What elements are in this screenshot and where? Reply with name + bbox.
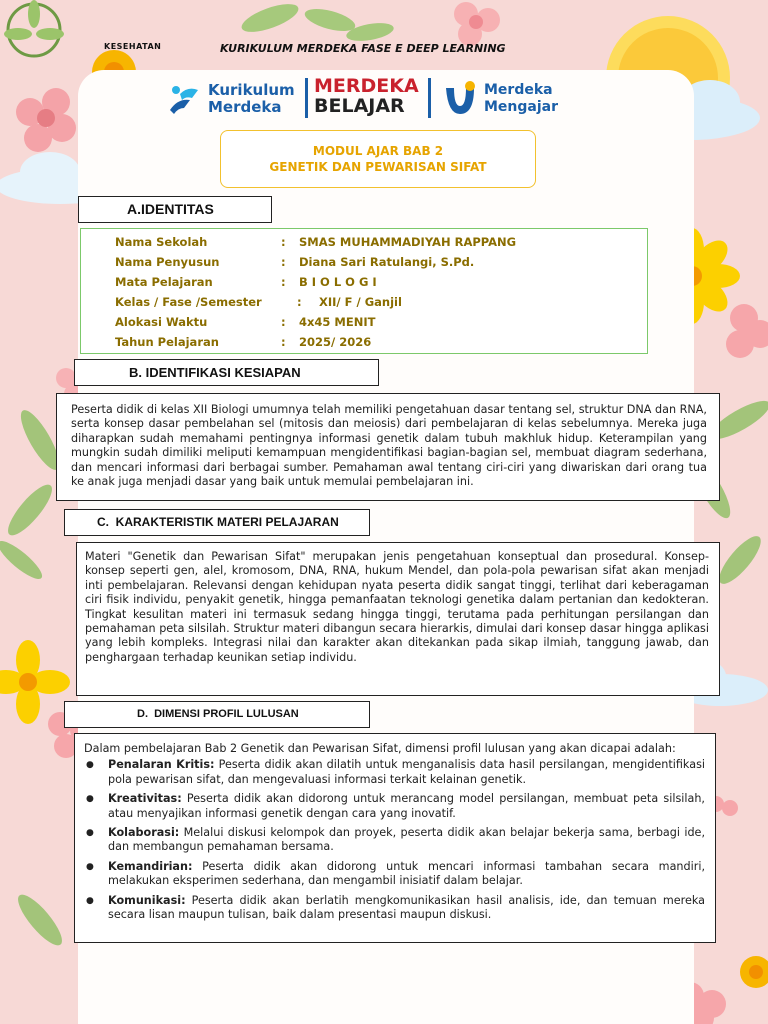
- identity-table: [80, 228, 648, 354]
- identity-colon: :: [281, 255, 286, 269]
- list-item-text: Peserta didik akan didorong untuk mencari informasi tambahan secara mandiri, melakukan eksperimen sederhana, dan mengambil inisiatif dalam belajar.: [108, 859, 705, 888]
- identity-label: Alokasi Waktu: [115, 315, 208, 329]
- kurikulum-merdeka-logo: [164, 76, 304, 120]
- merdeka-mengajar-icon: [440, 80, 480, 120]
- list-item: [108, 894, 705, 923]
- module-title-box: [220, 130, 536, 188]
- pink-flower-icon: [16, 88, 76, 152]
- identity-colon: :: [281, 275, 286, 289]
- identifikasi-kesiapan-text: Peserta didik di kelas XII Biologi umumnya telah memiliki pengetahuan dasar tentang sel, struktur DNA dan RNA, serta konsep dasar pembelahan sel (mitosis dan meiosis) dari pembelajaran di kelas sebelumnya. Mereka juga diharapkan sudah memahami pentingnya informasi genetik dalam tubuh makhluk hidup. Keterampilan yang mungkin sudah dimiliki meliputi kemampuan mengidentifikasi bagian-bagian sel, membuat diagram sederhana, dan mencari informasi dari berbagai sumber. Pemahaman awal tentang ciri-ciri yang diwariskan dari orang tua ke anak juga menjadi dasar yang baik untuk memulai pembelajaran ini.: [71, 403, 707, 489]
- logo-divider: [428, 78, 431, 118]
- dimensi-profil-intro: Dalam pembelajaran Bab 2 Genetik dan Pewarisan Sifat, dimensi profil lulusan yang akan dicapai adalah:: [84, 742, 676, 755]
- list-item-text: Melalui diskusi kelompok dan proyek, peserta didik akan belajar bekerja sama, berbagi ide, dan membangun pemahaman bersama.: [108, 826, 705, 854]
- belajar-wordmark: BELAJAR: [314, 95, 405, 117]
- list-item-term: Kreativitas:: [108, 792, 182, 806]
- list-item-text: Peserta didik akan berlatih mengkomunikasikan hasil analisis, ide, dan temuan mereka secara lisan maupun tulisan, baik dalam presentasi maupun diskusi.: [108, 893, 705, 922]
- identity-value: 4x45 MENIT: [299, 315, 376, 329]
- leaf-icon: [4, 0, 64, 56]
- list-item-term: Penalaran Kritis:: [108, 758, 215, 772]
- yellow-flower-icon: [740, 956, 768, 988]
- list-item-text: Peserta didik akan didorong untuk merancang model persilangan, membuat peta silsilah, atau menyajikan informasi genetik dengan cara yang inovatif.: [108, 792, 705, 820]
- identity-label: Tahun Pelajaran: [115, 335, 219, 349]
- identity-colon: :: [281, 335, 286, 349]
- kurikulum-text: Kurikulum: [208, 81, 295, 99]
- merdeka-wordmark: MERDEKA: [314, 75, 419, 97]
- dimensi-profil-list: [84, 758, 705, 922]
- section-heading-karakteristik-materi: C. KARAKTERISTIK MATERI PELAJARAN: [64, 509, 370, 536]
- kurikulum-merdeka-icon: [164, 80, 204, 120]
- identity-value: B I O L O G I: [299, 275, 377, 289]
- karakteristik-materi-box: [76, 542, 720, 696]
- header-left-text: KESEHATAN: [104, 42, 162, 51]
- merdeka-text: Merdeka: [484, 82, 553, 98]
- identity-value: SMAS MUHAMMADIYAH RAPPANG: [299, 235, 517, 249]
- list-item: [108, 826, 705, 855]
- yellow-flower-icon: [0, 640, 70, 724]
- identity-value: 2025/ 2026: [299, 335, 372, 349]
- identifikasi-kesiapan-box: [56, 393, 720, 501]
- list-item-term: Kolaborasi:: [108, 826, 180, 840]
- identity-label: Nama Sekolah: [115, 235, 208, 249]
- merdeka-text: Merdeka: [208, 98, 282, 116]
- identity-label: Nama Penyusun: [115, 255, 220, 269]
- karakteristik-materi-text: Materi "Genetik dan Pewarisan Sifat" merupakan jenis pengetahuan konseptual dan prosedural. Konsep-konsep seperti gen, alel, kromosom, DNA, RNA, hukum Mendel, dan pola-pola pewarisan sifat akan menjadi inti pembelajaran. Relevansi dengan kehidupan nyata peserta didik sangat tinggi, terlihat dari keberagaman ciri fisik individu, penyakit genetik, hingga pemanfaatan teknologi genetika dalam pertanian dan kedokteran. Tingkat kesulitan materi ini termasuk sedang hingga tinggi, terutama pada perhitungan persilangan dan pemahaman peta silsilah. Struktur materi dibangun secara hierarkis, dimulai dari konsep dasar hingga aplikasi yang lebih kompleks. Integrasi nilai dan karakter akan ditekankan pada sikap ilmiah, tanggung jawab, dan penghargaan terhadap keunikan setiap individu.: [85, 550, 709, 664]
- leaf-branch-icon: [238, 0, 395, 44]
- section-heading-dimensi-profil: D. DIMENSI PROFIL LULUSAN: [64, 701, 370, 728]
- dimensi-profil-box: [74, 733, 716, 943]
- list-item: [108, 792, 705, 821]
- identity-value: Diana Sari Ratulangi, S.Pd.: [299, 255, 475, 269]
- list-item: [108, 758, 705, 787]
- list-item-text: Peserta didik akan dilatih untuk menganalisis data hasil persilangan, mengidentifikasi pola pewarisan sifat, dan mengevaluasi informasi terkait kelainan genetik.: [108, 758, 706, 786]
- section-heading-identifikasi-kesiapan: B. IDENTIFIKASI KESIAPAN: [74, 359, 379, 386]
- list-item-term: Kemandirian:: [108, 859, 193, 873]
- logo-strip: [164, 74, 564, 122]
- identity-value: XII/ F / Ganjil: [319, 295, 402, 309]
- pink-flower-icon: [454, 2, 500, 46]
- identity-label: Mata Pelajaran: [115, 275, 213, 289]
- identity-label: Kelas / Fase /Semester: [115, 295, 262, 309]
- identity-colon: :: [281, 235, 286, 249]
- merdeka-mengajar-logo: [440, 76, 570, 120]
- logo-divider: [305, 78, 308, 118]
- identity-colon: :: [297, 295, 302, 309]
- header-right-text: KURIKULUM MERDEKA FASE E DEEP LEARNING: [220, 42, 506, 55]
- module-title: MODUL AJAR BAB 2: [312, 144, 444, 158]
- mengajar-text: Mengajar: [484, 99, 559, 115]
- pink-flower-icon: [726, 304, 768, 358]
- section-heading-identitas: A.IDENTITAS: [78, 196, 272, 223]
- list-item: [108, 860, 705, 889]
- module-subtitle: GENETIK DAN PEWARISAN SIFAT: [269, 160, 487, 174]
- identity-colon: :: [281, 315, 286, 329]
- merdeka-belajar-logo: [314, 76, 419, 116]
- list-item-term: Komunikasi:: [108, 893, 186, 907]
